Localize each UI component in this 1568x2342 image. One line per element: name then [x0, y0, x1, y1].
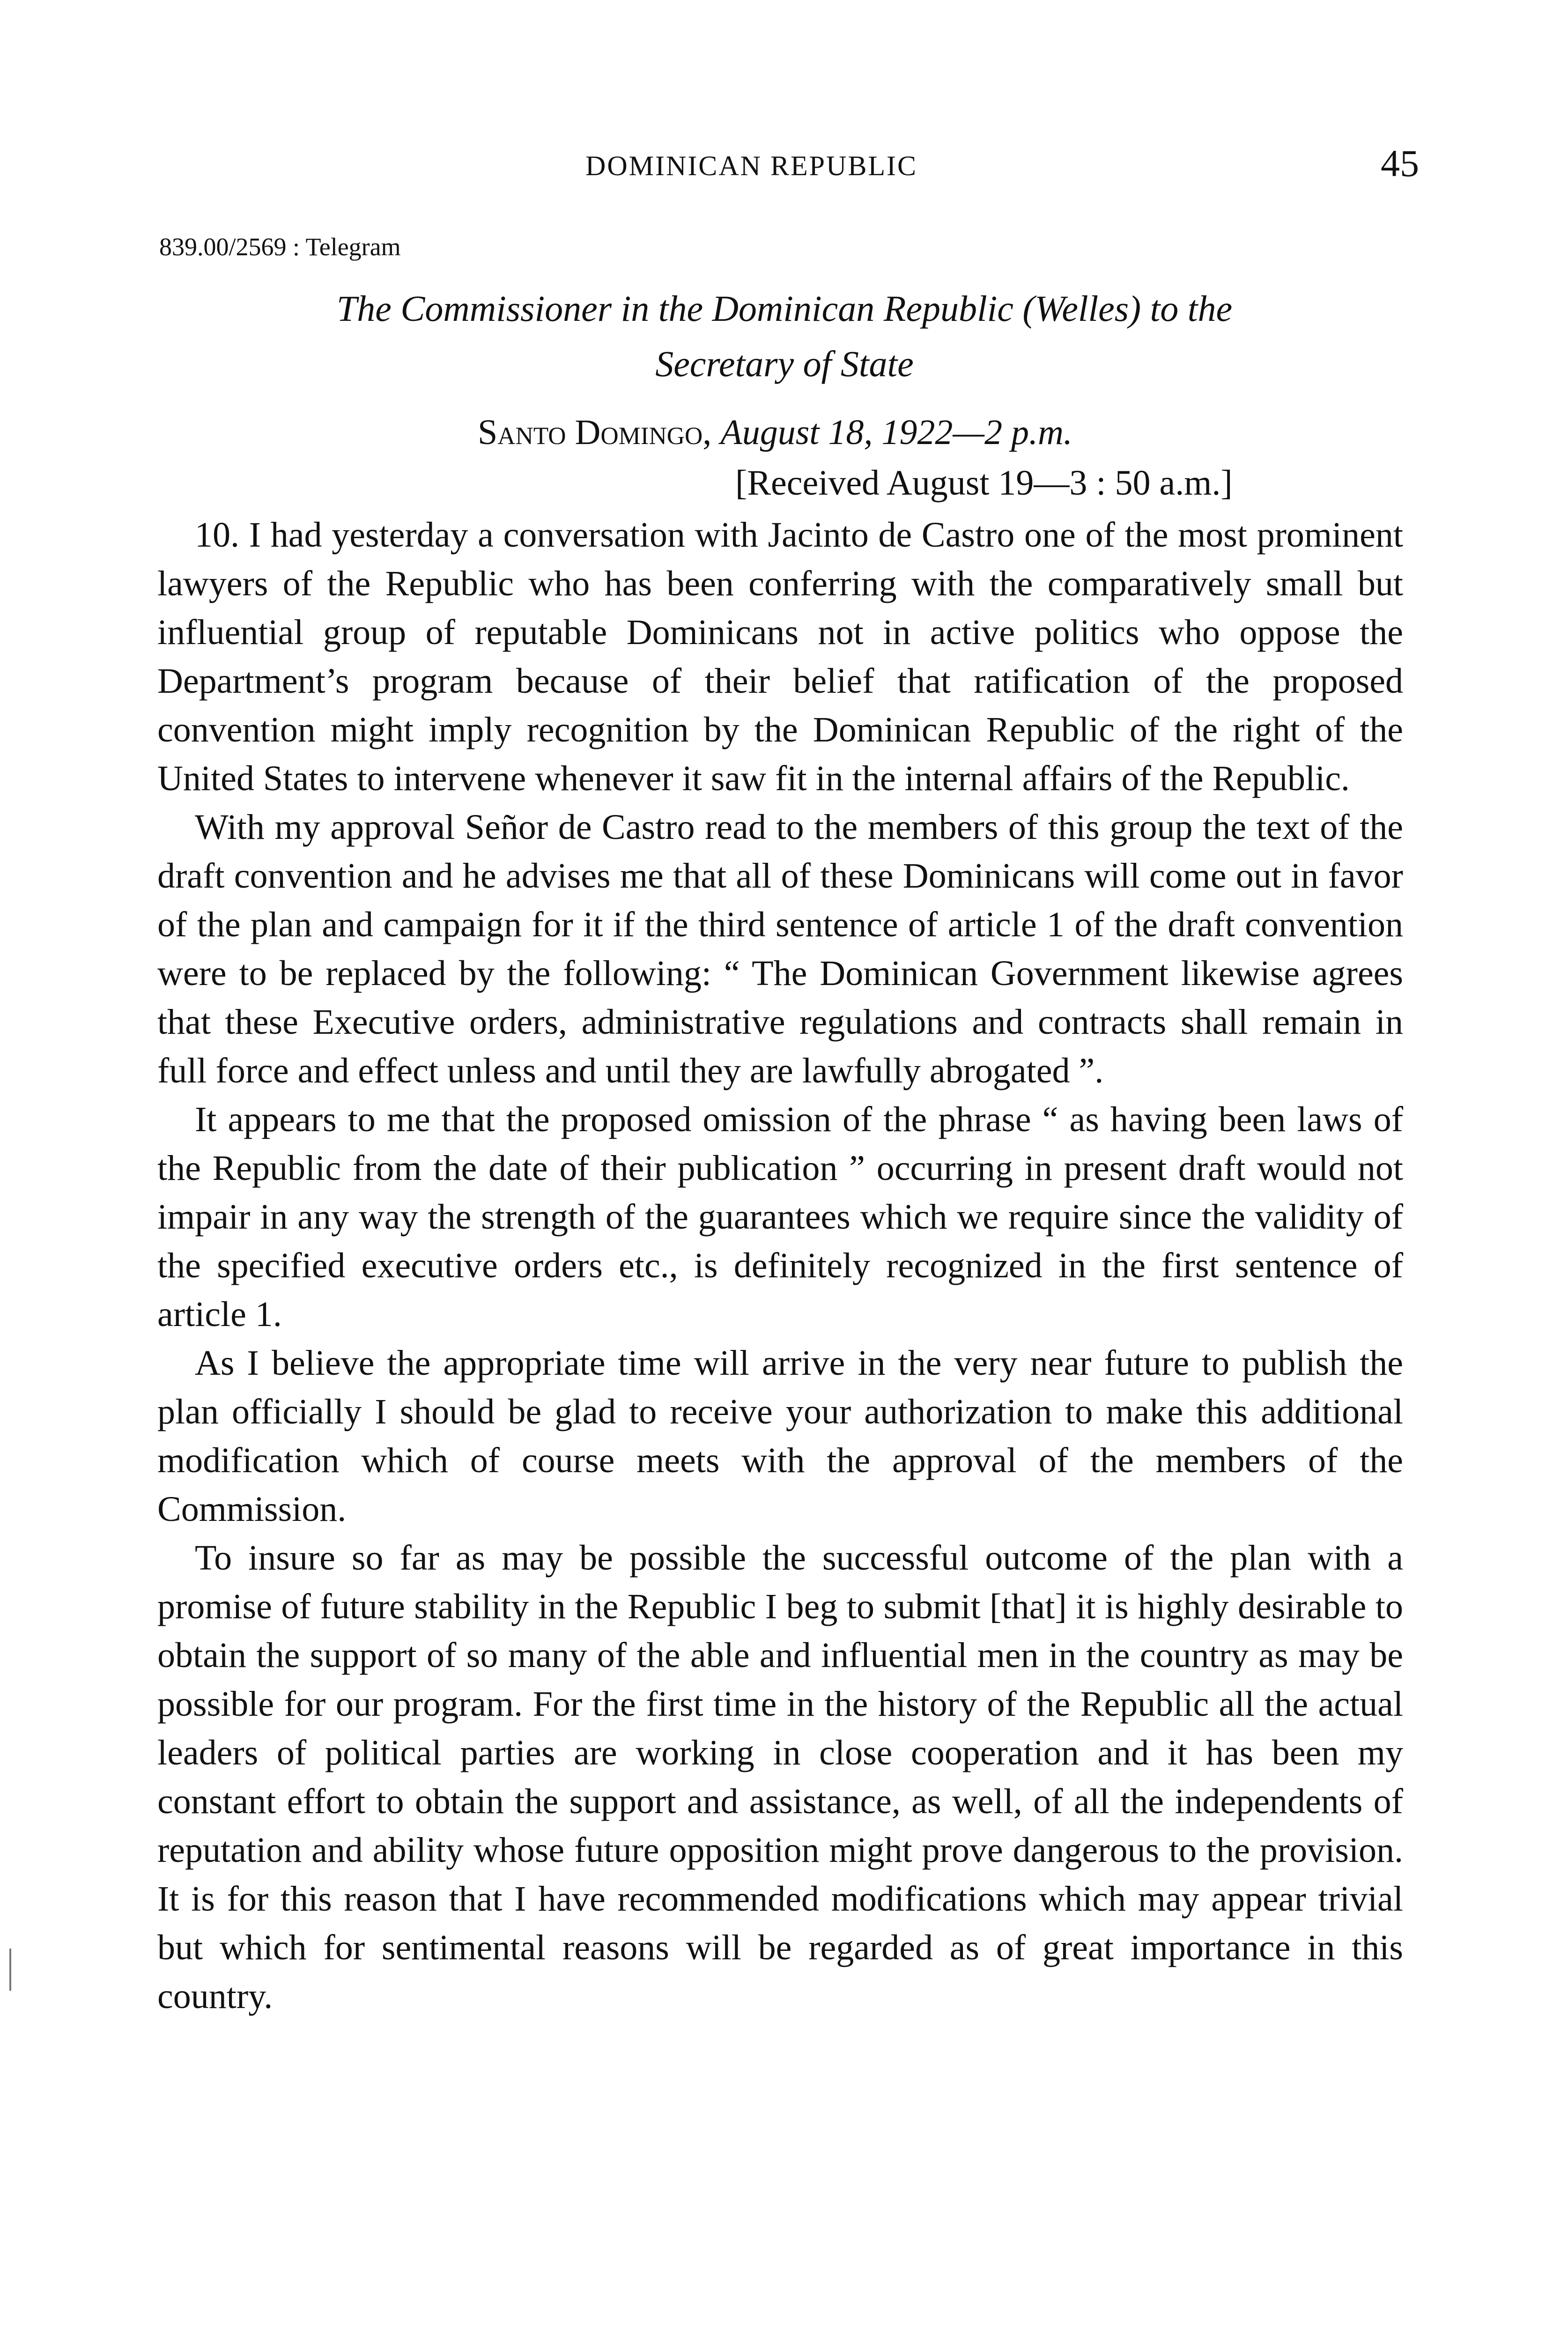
paragraph: As I believe the appropriate time will arrive in the very near future to publish the plan officially I should be glad to receive your authorization to make this additional modification which of course meets with the approval of the members of the Commission. — [157, 1343, 1403, 1529]
paragraph: With my approval Señor de Castro read to the members of this group the text of the draft convention and he advises me that all of these Dominicans will come out in favor of the plan and campaign for it if the third sentence of article 1 of the draft convention were to be replaced by the following: “ The Dominican Government likewise agrees that these Executive orders, administrative regulations and contracts shall remain in full force and effect unless and until they are lawfully abrogated ”. — [157, 808, 1403, 1090]
file-reference: 839.00/2569 : Telegram — [159, 233, 401, 261]
document-title-line1: The Commissioner in the Dominican Republic (Welles) to the — [336, 288, 1233, 329]
margin-mark — [9, 1949, 11, 1991]
running-head — [155, 142, 1419, 187]
dateline — [478, 412, 1072, 453]
paragraph: It appears to me that the proposed omission of the phrase “ as having been laws of the Republic from the date of their publication ” occurring in present draft would not impair in any way the strength of the guarantees which we require since the validity of the specified executive orders etc., is definitely recognized in the first sentence of article 1. — [157, 1100, 1403, 1334]
document-title-line2: Secretary of State — [655, 343, 914, 384]
dateline-date: August 18, 1922—2 p.m. — [720, 413, 1072, 452]
body-text — [157, 511, 1403, 2021]
paragraph: 10. I had yesterday a conversation with Jacinto de Castro one of the most prominent lawyers of the Republic who has been conferring with the comparatively small but influential group of reputable Dominicans not in active politics who oppose the Department’s program because of their belief that ratification of the proposed convention might imply recognition by the Dominican Republic of the right of the United States to intervene whenever it saw fit in the internal affairs of the Republic. — [157, 515, 1403, 798]
paragraph: To insure so far as may be possible the successful outcome of the plan with a promise of future stability in the Republic I beg to submit [that] it is highly desirable to obtain the support of so many of the able and influential men in the country as may be possible for our program. For the first time in the history of the Republic all the actual leaders of political parties are working in close cooperation and it has been my constant effort to obtain the support and assistance, as well, of all the independents of reputation and ability whose future opposition might prove dangerous to the provision. It is for this reason that I have recommended modifications which may appear trivial but which for sentimental reasons will be regarded as of great importance in this country. — [157, 1538, 1403, 2016]
document-title — [155, 281, 1414, 392]
received-note: [Received August 19—3 : 50 a.m.] — [735, 463, 1233, 503]
dateline-place: Santo Domingo, — [478, 413, 712, 452]
page-number: 45 — [1381, 142, 1419, 185]
running-title: DOMINICAN REPUBLIC — [585, 150, 918, 181]
